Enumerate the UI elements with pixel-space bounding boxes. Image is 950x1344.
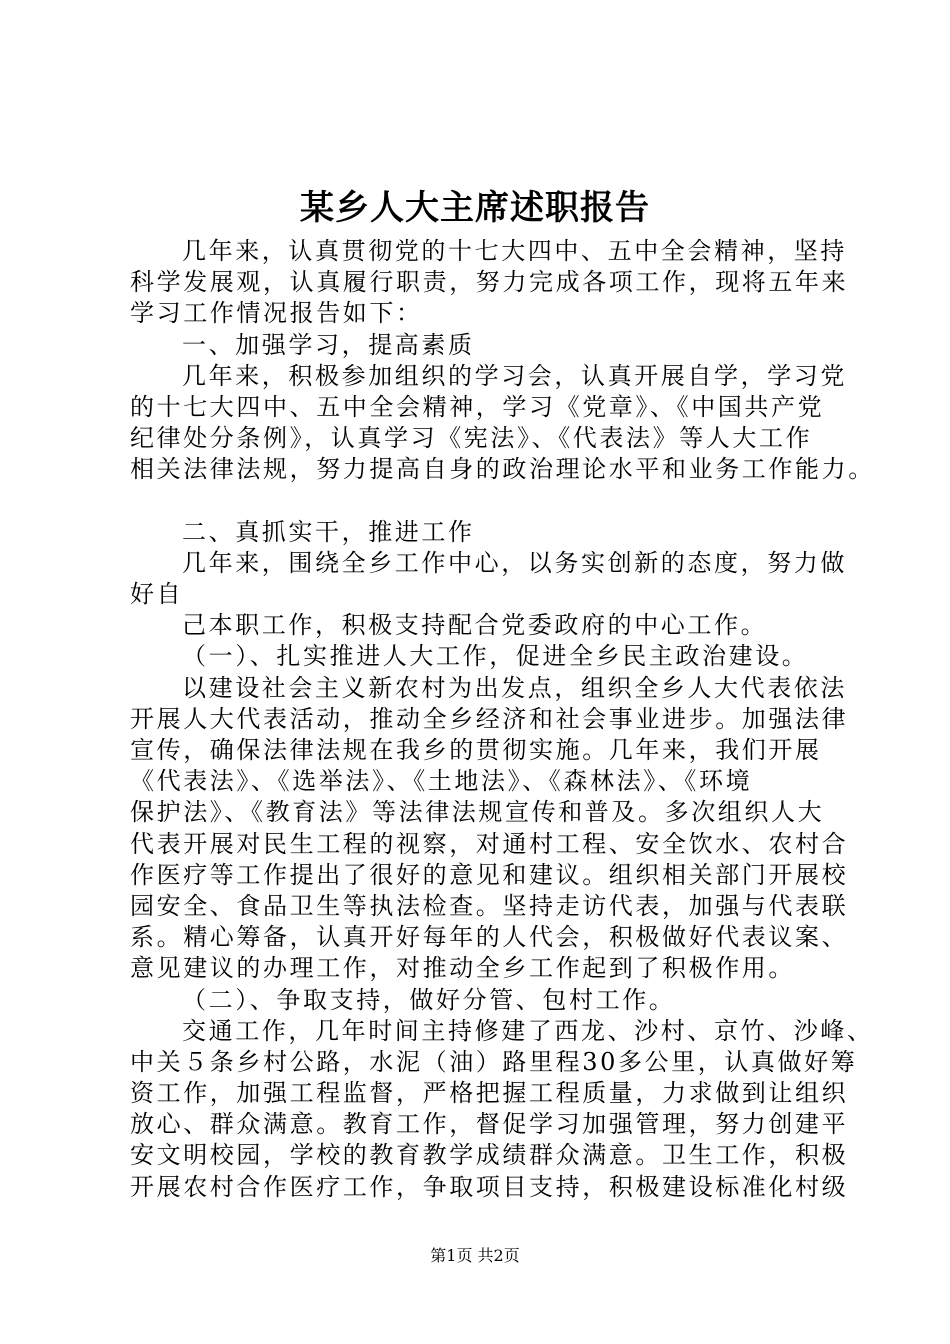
body-line: 系。精心筹备，认真开好每年的人代会，积极做好代表议案、 — [130, 923, 849, 952]
body-line: 安文明校园，学校的教育教学成绩群众满意。卫生工作，积极 — [130, 1141, 849, 1170]
blank-line — [130, 486, 850, 517]
body-line: 相关法律法规，努力提高自身的政治理论水平和业务工作能力。 — [130, 455, 875, 484]
body-line: 意见建议的办理工作，对推动全乡工作起到了积极作用。 — [130, 954, 795, 983]
page-number-footer: 第1页 共2页 — [430, 1246, 520, 1265]
body-line: 几年来，认真贯彻党的十七大四中、五中全会精神，坚持 — [182, 237, 847, 265]
body-line: 学习工作情况报告如下： — [130, 299, 423, 328]
body-line: 作医疗等工作提出了很好的意见和建议。组织相关部门开展校 — [130, 860, 849, 889]
subsection-heading: （一）、扎实推进人大工作，促进全乡民主政治建设。 — [182, 642, 809, 671]
body-line: 放心、群众满意。教育工作，督促学习加强管理，努力创建平 — [130, 1110, 849, 1139]
body-line: 宣传，确保法律法规在我乡的贯彻实施。几年来，我们开展 — [130, 736, 822, 764]
body-line: 保护法》、《教育法》等法律法规宣传和普及。多次组织人大 — [130, 798, 825, 827]
document-body — [130, 236, 875, 1203]
subsection-heading: （二）、争取支持，做好分管、包村工作。 — [182, 985, 676, 1014]
body-line: 《代表法》、《选举法》、《土地法》、《森林法》、《环境 — [130, 767, 753, 796]
body-line: 交通工作，几年时间主持修建了西龙、沙村、京竹、沙峰、 — [182, 1016, 874, 1045]
body-line: 好自 — [130, 580, 184, 609]
body-line: 开展农村合作医疗工作，争取项目支持，积极建设标准化村级 — [130, 1172, 849, 1201]
body-line: 几年来，围绕全乡工作中心，以务实创新的态度，努力做 — [182, 548, 847, 577]
body-line: 的十七大四中、五中全会精神，学习《党章》、《中国共产党 — [130, 392, 825, 421]
body-line: 代表开展对民生工程的视察，对通村工程、安全饮水、农村合 — [130, 829, 849, 858]
body-line: 以建设社会主义新农村为出发点，组织全乡人大代表依法 — [182, 673, 847, 702]
body-line: 资工作，加强工程监督，严格把握工程质量，力求做到让组织 — [130, 1079, 849, 1108]
section-heading: 二、真抓实干，推进工作 — [182, 517, 475, 546]
document-title: 某乡人大主席述职报告 — [300, 188, 650, 228]
body-line: 园安全、食品卫生等执法检查。坚持走访代表，加强与代表联 — [130, 891, 849, 920]
body-line: 科学发展观，认真履行职责，努力完成各项工作，现将五年来 — [130, 268, 849, 297]
body-line: 几年来，积极参加组织的学习会，认真开展自学，学习党 — [182, 361, 847, 390]
body-line: 纪律处分条例》，认真学习《宪法》、《代表法》等人大工作 — [130, 424, 813, 453]
body-line: 己本职工作，积极支持配合党委政府的中心工作。 — [182, 611, 768, 640]
body-line: 开展人大代表活动，推动全乡经济和社会事业进步。加强法律 — [130, 704, 849, 733]
body-line: 中关５条乡村公路，水泥（油）路里程30多公里，认真做好筹 — [130, 1047, 858, 1076]
section-heading: 一、加强学习，提高素质 — [182, 330, 475, 359]
